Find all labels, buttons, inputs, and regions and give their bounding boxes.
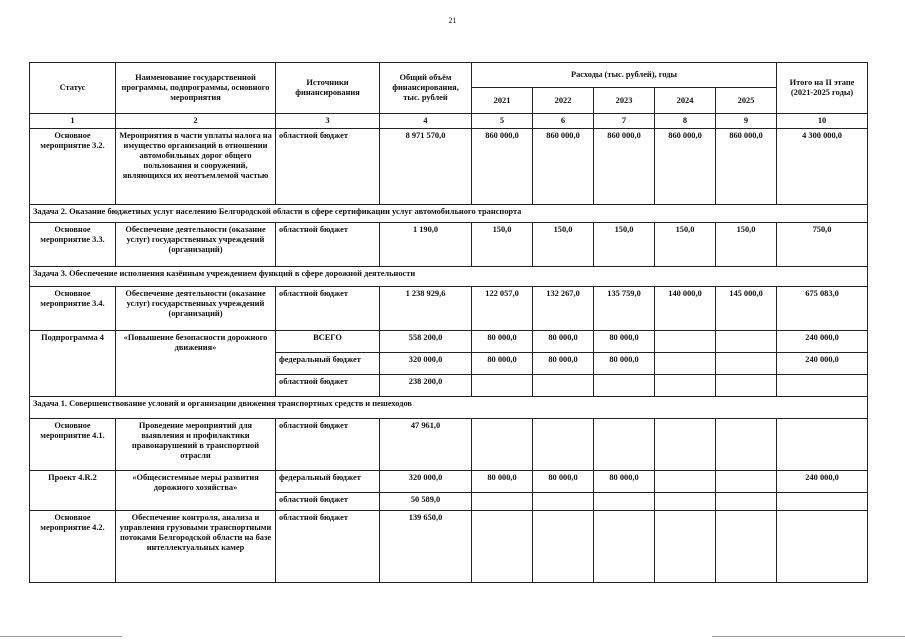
row-2021: 80 000,0 bbox=[472, 330, 533, 352]
row-2024 bbox=[655, 330, 716, 352]
table-row bbox=[30, 128, 868, 204]
row-source: областной бюджет bbox=[276, 222, 380, 266]
row-2023: 860 000,0 bbox=[594, 128, 655, 204]
row-status: Основное мероприятие 4.2. bbox=[30, 510, 116, 582]
row-total: 320 000,0 bbox=[380, 470, 472, 492]
row-total: 558 200,0 bbox=[380, 330, 472, 352]
row-2023: 150,0 bbox=[594, 222, 655, 266]
row-2024 bbox=[655, 352, 716, 374]
row-2021 bbox=[472, 374, 533, 396]
row-2021: 80 000,0 bbox=[472, 352, 533, 374]
row-stage-total: 240 000,0 bbox=[777, 470, 868, 492]
column-number: 4 bbox=[380, 114, 472, 129]
row-2022: 150,0 bbox=[533, 222, 594, 266]
table-row bbox=[30, 510, 868, 582]
task-1-heading: Задача 1. Совершенствование условий и организации движения транспортных средств и пешеходов bbox=[30, 396, 868, 418]
row-2025 bbox=[716, 470, 777, 492]
row-source: областной бюджет bbox=[276, 128, 380, 204]
column-number-row bbox=[30, 114, 868, 129]
row-2022 bbox=[533, 492, 594, 510]
header-expenses: Расходы (тыс. рублей), годы bbox=[472, 63, 777, 88]
header-name: Наименование государственной программы, подпрограммы, основного мероприятия bbox=[116, 63, 276, 114]
column-number: 2 bbox=[116, 114, 276, 129]
task-3-heading: Задача 3. Обеспечение исполнения казённым учреждением функций в сфере дорожной деятельности bbox=[30, 266, 868, 286]
row-status: Подпрограмма 4 bbox=[30, 330, 116, 396]
row-stage-total: 4 300 000,0 bbox=[777, 128, 868, 204]
row-2025 bbox=[716, 492, 777, 510]
row-2023 bbox=[594, 418, 655, 470]
row-2024 bbox=[655, 374, 716, 396]
row-source: федеральный бюджет bbox=[276, 352, 380, 374]
page-number: 21 bbox=[448, 16, 457, 25]
row-2023: 80 000,0 bbox=[594, 352, 655, 374]
row-2024: 140 000,0 bbox=[655, 286, 716, 330]
task-row bbox=[30, 396, 868, 418]
column-number: 10 bbox=[777, 114, 868, 129]
row-2022 bbox=[533, 418, 594, 470]
row-2021: 80 000,0 bbox=[472, 470, 533, 492]
row-name: «Повышение безопасности дорожного движения» bbox=[116, 330, 276, 396]
column-number: 7 bbox=[594, 114, 655, 129]
task-row bbox=[30, 204, 868, 222]
financing-table bbox=[29, 62, 868, 583]
row-total: 1 190,0 bbox=[380, 222, 472, 266]
row-2025 bbox=[716, 510, 777, 582]
row-source: федеральный бюджет bbox=[276, 470, 380, 492]
row-2023 bbox=[594, 510, 655, 582]
row-2024 bbox=[655, 418, 716, 470]
header-row bbox=[30, 63, 868, 88]
row-name: Обеспечение контроля, анализа и управления грузовыми транспортными потоками Белгородской области на базе интеллектуальных камер bbox=[116, 510, 276, 582]
header-total: Общий объём финансирования, тыс. рублей bbox=[380, 63, 472, 114]
row-stage-total: 240 000,0 bbox=[777, 352, 868, 374]
row-2024 bbox=[655, 470, 716, 492]
row-2022: 132 267,0 bbox=[533, 286, 594, 330]
row-2023: 80 000,0 bbox=[594, 470, 655, 492]
row-total: 47 961,0 bbox=[380, 418, 472, 470]
row-source: областной бюджет bbox=[276, 286, 380, 330]
row-2022: 80 000,0 bbox=[533, 330, 594, 352]
column-number: 1 bbox=[30, 114, 116, 129]
header-status: Статус bbox=[30, 63, 116, 114]
row-2021 bbox=[472, 418, 533, 470]
row-stage-total bbox=[777, 374, 868, 396]
header-sources: Источники финансирования bbox=[276, 63, 380, 114]
row-stage-total: 750,0 bbox=[777, 222, 868, 266]
row-2022 bbox=[533, 510, 594, 582]
row-2024 bbox=[655, 492, 716, 510]
row-name: Обеспечение деятельности (оказание услуг) государственных учреждений (организаций) bbox=[116, 222, 276, 266]
header-year-2022: 2022 bbox=[533, 88, 594, 114]
row-stage-total: 240 000,0 bbox=[777, 330, 868, 352]
header-year-2023: 2023 bbox=[594, 88, 655, 114]
row-2022: 80 000,0 bbox=[533, 470, 594, 492]
row-2021 bbox=[472, 492, 533, 510]
task-2-heading: Задача 2. Оказание бюджетных услуг населению Белгородской области в сфере сертификации услуг автомобильного транспорта bbox=[30, 204, 868, 222]
row-name: «Общесистемные меры развития дорожного хозяйства» bbox=[116, 470, 276, 510]
row-source: областной бюджет bbox=[276, 510, 380, 582]
column-number: 6 bbox=[533, 114, 594, 129]
row-2025 bbox=[716, 418, 777, 470]
row-2025 bbox=[716, 330, 777, 352]
row-2021: 150,0 bbox=[472, 222, 533, 266]
row-name: Обеспечение деятельности (оказание услуг) государственных учреждений (организаций) bbox=[116, 286, 276, 330]
column-number: 5 bbox=[472, 114, 533, 129]
row-status: Основное мероприятие 3.3. bbox=[30, 222, 116, 266]
row-stage-total: 675 083,0 bbox=[777, 286, 868, 330]
task-row bbox=[30, 266, 868, 286]
footer-divider bbox=[0, 636, 122, 637]
row-stage-total bbox=[777, 492, 868, 510]
row-status: Основное мероприятие 3.2. bbox=[30, 128, 116, 204]
row-2025: 860 000,0 bbox=[716, 128, 777, 204]
row-2025 bbox=[716, 352, 777, 374]
row-2023: 80 000,0 bbox=[594, 330, 655, 352]
row-2021 bbox=[472, 510, 533, 582]
column-number: 8 bbox=[655, 114, 716, 129]
row-2023 bbox=[594, 374, 655, 396]
row-name: Проведение мероприятий для выявления и профилактики правонарушений в транспортной отрасли bbox=[116, 418, 276, 470]
row-total: 139 650,0 bbox=[380, 510, 472, 582]
row-2025: 150,0 bbox=[716, 222, 777, 266]
row-2023: 135 759,0 bbox=[594, 286, 655, 330]
table-row bbox=[30, 418, 868, 470]
row-total: 238 200,0 bbox=[380, 374, 472, 396]
table-row bbox=[30, 222, 868, 266]
row-source: ВСЕГО bbox=[276, 330, 380, 352]
row-2024: 860 000,0 bbox=[655, 128, 716, 204]
table-row bbox=[30, 330, 868, 352]
row-2023 bbox=[594, 492, 655, 510]
header-year-2024: 2024 bbox=[655, 88, 716, 114]
row-name: Мероприятия в части уплаты налога на имущество организаций в отношении автомобильных дорог общего пользования и сооружений, являющихся их неотъемлемой частью bbox=[116, 128, 276, 204]
row-source: областной бюджет bbox=[276, 418, 380, 470]
table-row bbox=[30, 286, 868, 330]
column-number: 3 bbox=[276, 114, 380, 129]
header-year-2021: 2021 bbox=[472, 88, 533, 114]
row-2022 bbox=[533, 374, 594, 396]
row-total: 8 971 570,0 bbox=[380, 128, 472, 204]
row-total: 50 589,0 bbox=[380, 492, 472, 510]
row-total: 320 000,0 bbox=[380, 352, 472, 374]
row-2024: 150,0 bbox=[655, 222, 716, 266]
header-year-2025: 2025 bbox=[716, 88, 777, 114]
row-source: областной бюджет bbox=[276, 374, 380, 396]
row-stage-total bbox=[777, 510, 868, 582]
row-status: Основное мероприятие 4.1. bbox=[30, 418, 116, 470]
row-total: 1 238 929,6 bbox=[380, 286, 472, 330]
row-source: областной бюджет bbox=[276, 492, 380, 510]
row-2024 bbox=[655, 510, 716, 582]
footer-divider bbox=[712, 636, 905, 637]
row-2022: 80 000,0 bbox=[533, 352, 594, 374]
row-2025 bbox=[716, 374, 777, 396]
row-status: Основное мероприятие 3.4. bbox=[30, 286, 116, 330]
row-status: Проект 4.R.2 bbox=[30, 470, 116, 510]
row-stage-total bbox=[777, 418, 868, 470]
column-number: 9 bbox=[716, 114, 777, 129]
header-stage-total: Итого на II этапе (2021-2025 годы) bbox=[777, 63, 868, 114]
row-2021: 860 000,0 bbox=[472, 128, 533, 204]
row-2022: 860 000,0 bbox=[533, 128, 594, 204]
row-2021: 122 057,0 bbox=[472, 286, 533, 330]
row-2025: 145 000,0 bbox=[716, 286, 777, 330]
table-row bbox=[30, 470, 868, 492]
